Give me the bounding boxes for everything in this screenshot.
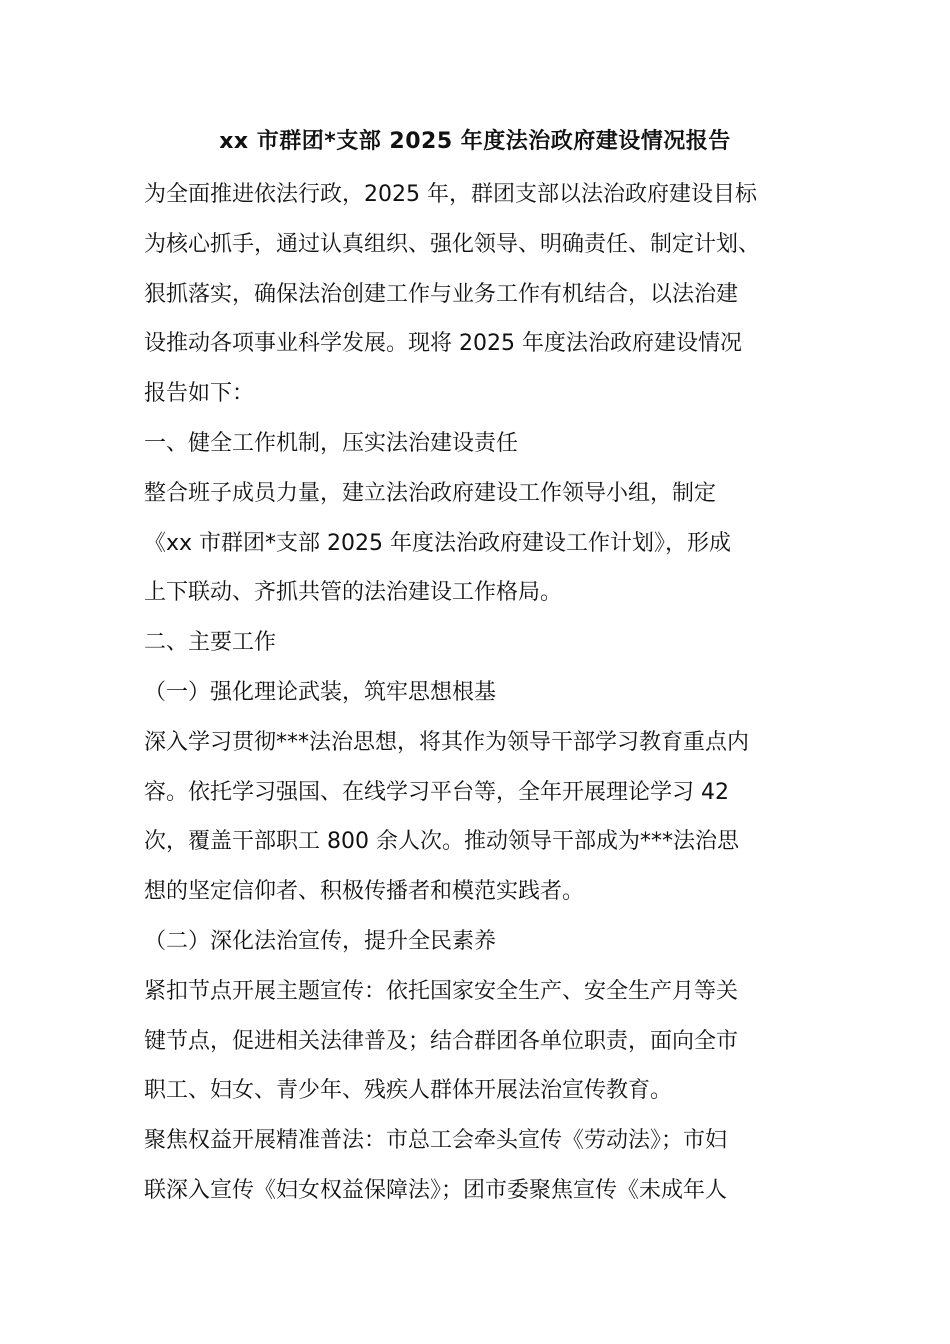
document-body xyxy=(144,170,814,1216)
paragraph-line-sub2-5: 联深入宣传《妇女权益保障法》；团市委聚焦宣传《未成年人 xyxy=(144,1177,728,1203)
document-title: xx 市群团*支部 2025 年度法治政府建设情况报告 xyxy=(219,129,731,154)
paragraph-line-intro-2: 为核心抓手，通过认真组织、强化领导、明确责任、制定计划、 xyxy=(144,231,761,257)
paragraph-line-intro-1: 为全面推进依法行政，2025 年，群团支部以法治政府建设目标 xyxy=(144,182,757,207)
subsection-heading-1: （一）强化理论武装，筑牢思想根基 xyxy=(144,679,497,705)
paragraph-line-sub2-4: 聚焦权益开展精准普法：市总工会牵头宣传《劳动法》；市妇 xyxy=(144,1128,728,1154)
paragraph-line-section1-3: 上下联动、齐抓共管的法治建设工作格局。 xyxy=(144,580,563,606)
paragraph-line-sub2-1: 紧扣节点开展主题宣传：依托国家安全生产、安全生产月等关 xyxy=(144,978,739,1004)
section-heading-2: 二、主要工作 xyxy=(144,630,277,656)
paragraph-line-sub1-2: 容。依托学习强国、在线学习平台等，全年开展理论学习 42 xyxy=(144,779,729,805)
paragraph-line-section1-1: 整合班子成员力量，建立法治政府建设工作领导小组，制定 xyxy=(144,480,717,506)
paragraph-line-sub2-2: 键节点，促进相关法律普及；结合群团各单位职责，面向全市 xyxy=(144,1028,739,1054)
paragraph-line-intro-4: 设推动各项事业科学发展。现将 2025 年度法治政府建设情况 xyxy=(144,331,742,357)
paragraph-line-sub1-4: 想的坚定信仰者、积极传播者和模范实践者。 xyxy=(144,879,585,905)
paragraph-line-intro-5: 报告如下： xyxy=(144,381,255,407)
paragraph-line-section1-2: 《xx 市群团*支部 2025 年度法治政府建设工作计划》，形成 xyxy=(144,530,732,556)
section-heading-1: 一、健全工作机制，压实法治建设责任 xyxy=(144,430,519,456)
paragraph-line-sub2-3: 职工、妇女、青少年、残疾人群体开展法治宣传教育。 xyxy=(144,1078,673,1104)
subsection-heading-2: （二）深化法治宣传，提升全民素养 xyxy=(144,928,497,954)
paragraph-line-sub1-1: 深入学习贯彻***法治思想，将其作为领导干部学习教育重点内 xyxy=(144,729,750,755)
paragraph-line-intro-3: 狠抓落实，确保法治创建工作与业务工作有机结合，以法治建 xyxy=(144,281,739,307)
paragraph-line-sub1-3: 次，覆盖干部职工 800 余人次。推动领导干部成为***法治思 xyxy=(144,829,739,855)
